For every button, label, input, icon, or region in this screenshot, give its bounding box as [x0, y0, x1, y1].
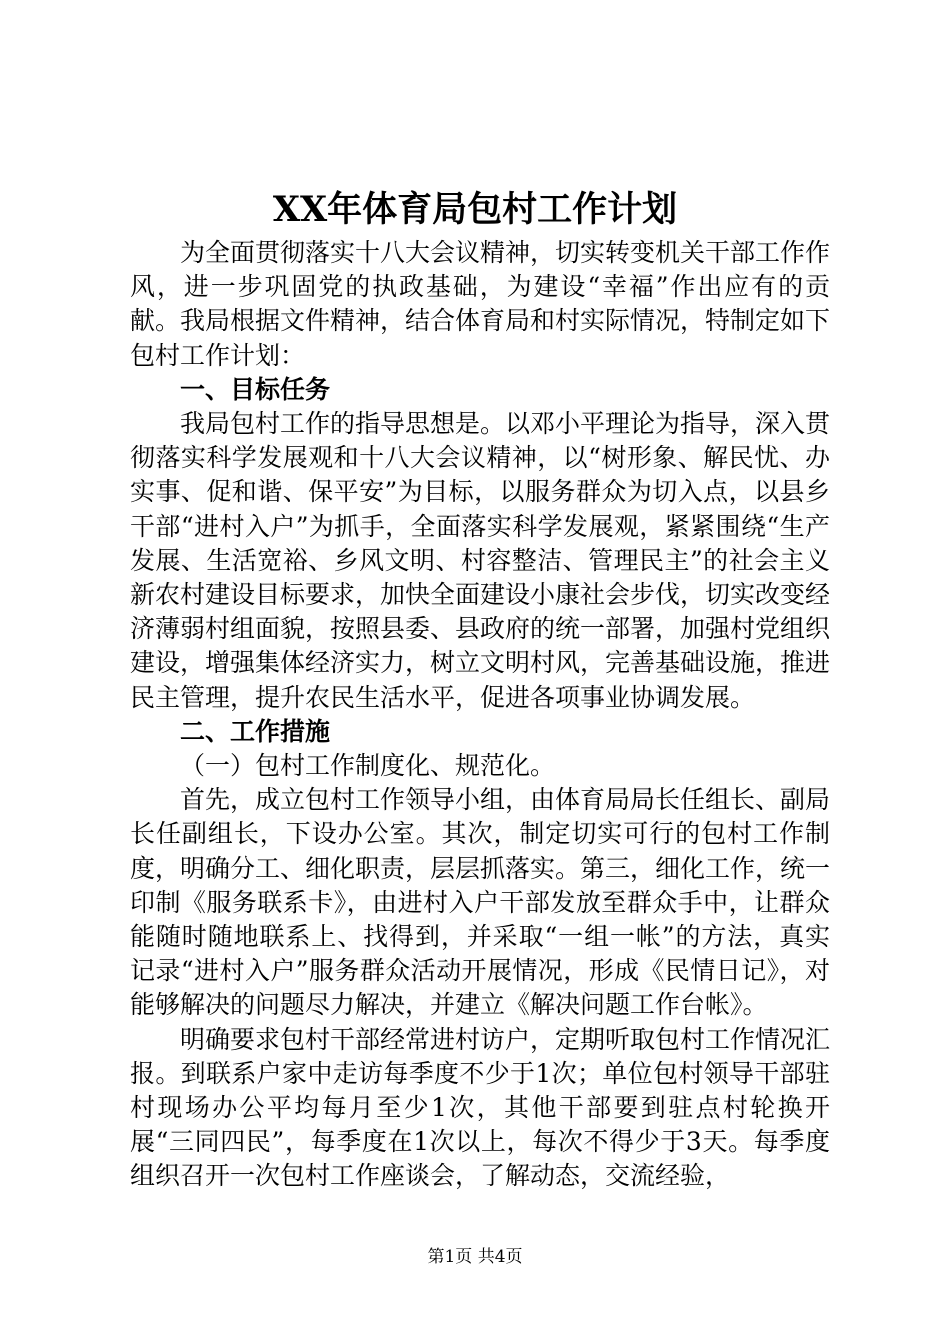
subsection-heading-institutionalization: （一）包村工作制度化、规范化。 [180, 751, 556, 781]
document-title: XX年体育局包村工作计划 [272, 189, 678, 230]
measures-paragraph-2: 明确要求包村干部经常进村访户，定期听取包村工作情况汇报。到联系户家中走访每季度不少于1次；单位包村领导干部驻村现场办公平均每月至少1次，其他干部要到驻点村轮换开展“三同四民”，每季度在1次以上，每次不得少于3天。每季度组织召开一次包村工作座谈会，了解动态，交流经验， [130, 1024, 831, 1191]
document-body [130, 236, 830, 1194]
page-footer: 第1页 共4页 [427, 1247, 523, 1267]
intro-paragraph: 为全面贯彻落实十八大会议精神，切实转变机关干部工作作风，进一步巩固党的执政基础，为建设“幸福”作出应有的贡献。我局根据文件精神，结合体育局和村实际情况，特制定如下包村工作计划： [130, 238, 831, 370]
section-heading-measures: 二、工作措施 [180, 716, 331, 746]
section-heading-goals: 一、目标任务 [180, 374, 331, 404]
goals-paragraph: 我局包村工作的指导思想是。以邓小平理论为指导，深入贯彻落实科学发展观和十八大会议精神，以“树形象、解民忧、办实事、促和谐、保平安”为目标，以服务群众为切入点，以县乡干部“进村入户”为抓手，全面落实科学发展观，紧紧围绕“生产发展、生活宽裕、乡风文明、村容整洁、管理民主”的社会主义新农村建设目标要求，加快全面建设小康社会步伐，切实改变经济薄弱村组面貌，按照县委、县政府的统一部署，加强村党组织建设，增强集体经济实力，树立文明村风，完善基础设施，推进民主管理，提升农民生活水平，促进各项事业协调发展。 [130, 409, 831, 712]
measures-paragraph-1: 首先，成立包村工作领导小组，由体育局局长任组长、副局长任副组长，下设办公室。其次，制定切实可行的包村工作制度，明确分工、细化职责，层层抓落实。第三，细化工作，统一印制《服务联系卡》，由进村入户干部发放至群众手中，让群众能随时随地联系上、找得到，并采取“一组一帐”的方法，真实记录“进村入户”服务群众活动开展情况，形成《民情日记》，对能够解决的问题尽力解决，并建立《解决问题工作台帐》。 [130, 785, 831, 1020]
